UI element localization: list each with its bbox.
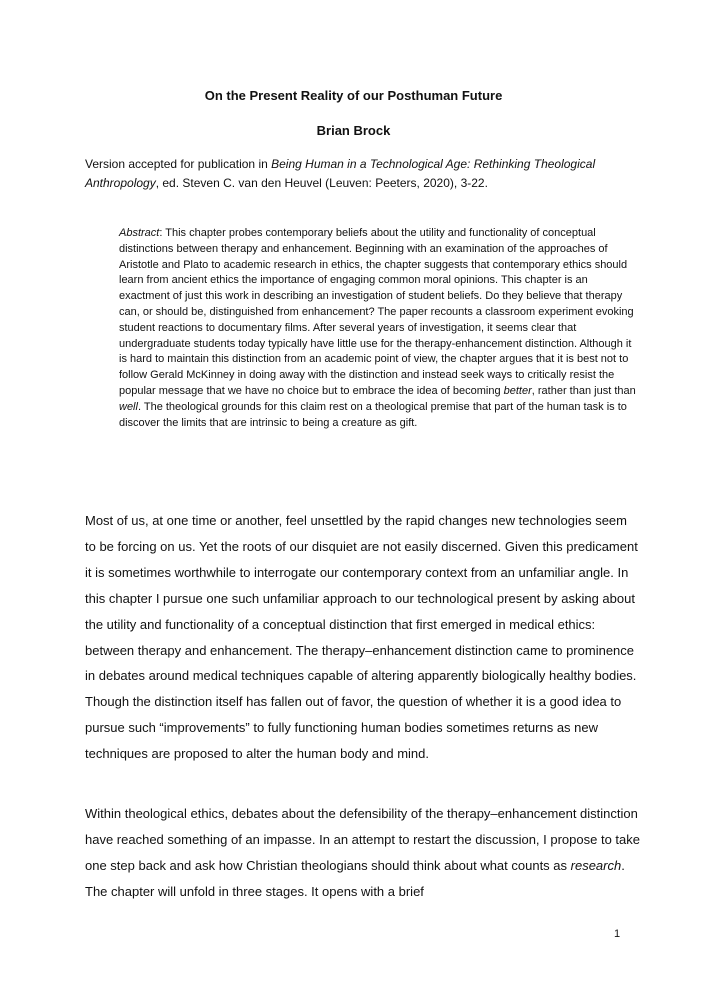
abstract-label: Abstract [119, 227, 160, 239]
abstract [119, 226, 639, 431]
author-name: Brian Brock [316, 123, 391, 138]
abstract-text-2: , rather than just than [531, 384, 636, 397]
abstract-em-better: better [503, 384, 532, 397]
abstract-em-well: well [119, 400, 138, 413]
version-suffix: , ed. Steven C. van den Heuvel (Leuven: Peeters, 2020), 3-22. [155, 176, 488, 190]
book-title: Being Human in a Technological Age: Rethinking Theological Anthropology [85, 157, 596, 190]
paragraph-2-text-a: Within theological ethics, debates about the defensibility of the therapy–enhancement distinction have reached something of an impasse. In an attempt to restart the discussion, I propose to take one step back and ask how Christian theologians should think about what counts as [85, 806, 640, 873]
abstract-text-3: . The theological grounds for this claim rest on a theological premise that part of the human task is to discover the limits that are intrinsic to being a creature as gift. [119, 400, 627, 429]
paper-title: On the Present Reality of our Posthuman Future [204, 88, 503, 103]
paragraph-2-em: research [570, 857, 622, 873]
paragraph-2-text-b: . The chapter will unfold in three stages. It opens with a brief [85, 857, 625, 899]
abstract-text-1: : This chapter probes contemporary beliefs about the utility and functionality of conceptual distinctions between therapy and enhancement. Beginning with an examination of the approaches of Aristotle and Plato to academic research in ethics, the chapter suggests that contemporary ethics should learn from ancient ethics the importance of engaging common moral opinions. This chapter is an exactment of just this work in describing an investigation of student beliefs. Do they believe that therapy can, or should be, distinguished from enhancement? The paper recounts a classroom experiment evoking student reactions to documentary films. After several years of investigation, it seems clear that undergraduate students today typically have little use for the therapy-enhancement distinction. Although it is hard to maintain this distinction from an academic point of view, the chapter argues that it is best not to follow Gerald McKinney in doing away with the distinction and instead seek ways to critically resist the popular message that we have no choice but to embrace the idea of becoming [119, 227, 634, 397]
body-paragraph-1: Most of us, at one time or another, feel unsettled by the rapid changes new technologies seem to be forcing on us. Yet the roots of our disquiet are not easily discerned. Given this predicament it is sometimes worthwhile to interrogate our contemporary context from an unfamiliar angle. In this chapter I pursue one such unfamiliar approach to our technological present by asking about the utility and functionality of a conceptual distinction that first emerged in medical ethics: between therapy and enhancement. The therapy–enhancement distinction came to prominence in debates around medical techniques capable of altering apparently biologically healthy bodies. Though the distinction itself has fallen out of favor, the question of whether it is a good idea to pursue such “improvements” to fully functioning human bodies sometimes returns as new techniques are proposed to alter the human body and mind. [85, 513, 638, 762]
body-paragraph-2 [85, 801, 640, 905]
version-prefix: Version accepted for publication in [85, 157, 272, 171]
version-note [85, 155, 645, 193]
page-number: 1 [614, 928, 621, 940]
